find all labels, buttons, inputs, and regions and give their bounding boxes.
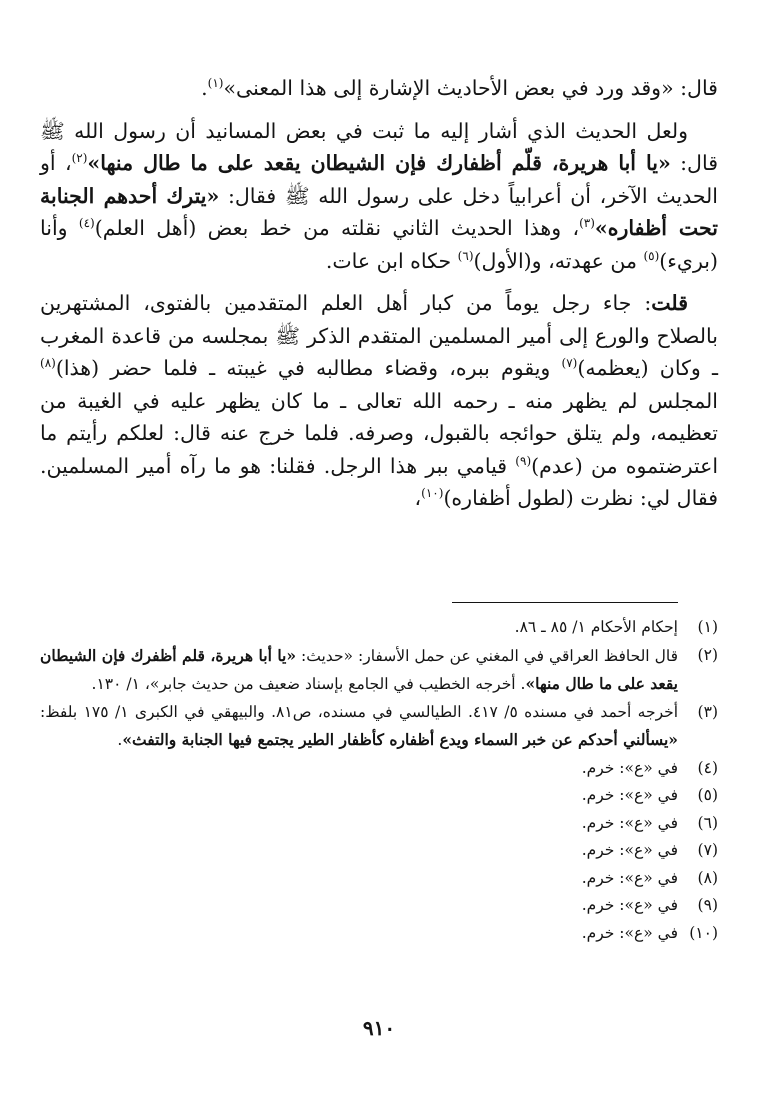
quote-text: قال: «وقد ورد في بعض الأحاديث الإشارة إلى هذا المعنى» [223,76,718,100]
footnote-ref-2: (٢) [71,151,88,166]
footnote-divider [452,602,678,603]
footnote-2: (٢) قال الحافظ العراقي في المغني عن حمل الأسفار: «حديث: «يا أبا هريرة، قلم أظفرك فإن الشيطان يقعد على ما طال منها». أخرجه الخطيب في الجامع بإسناد ضعيف من حديث جابر»، ١/ ١٣٠. [40,642,718,699]
footnote-1: (١) إحكام الأحكام ١/ ٨٥ ـ ٨٦. [40,614,718,642]
footnote-ref-8: (٨) [40,356,56,371]
footnote-3: (٣) أخرجه أحمد في مسنده ٥/ ٤١٧. الطيالسي في مسنده، ص٨١. والبيهقي في الكبرى ١/ ١٧٥ بلفظ: «يسألني أحدكم عن خبر السماء ويدع أظفاره كأظفار الطير يجتمع فيها الجنابة والتفث». [40,699,718,755]
footnote-ref-10: (١٠) [421,486,444,501]
footnote-number: (١) [697,618,718,636]
footnote-ref-3: (٣) [579,216,595,231]
page-number: ٩١٠ [362,1016,396,1040]
footnote-number: (٧) [697,841,718,859]
footnote-7: (٧) في «ع»: خرم. [40,837,718,865]
footnote-number: (١٠) [689,923,718,942]
hadith-2: «يترك أحدهم الجنابة تحت أظفاره» [40,183,718,240]
main-text [40,72,718,515]
footnote-number: (٦) [697,813,718,832]
footnote-ref-6: (٦) [457,248,474,263]
footnote-9: (٩) في «ع»: خرم. [40,892,718,920]
footnote-number: (٤) [697,758,718,777]
footnotes [40,614,718,947]
paragraph-3: قلت: جاء رجل يوماً من كبار أهل العلم المتقدمين بالفتوى، المشتهرين بالصلاح والورع إلى أمير المسلمين المتقدم الذكر ﷺ بمجلسه من قاعدة المغرب ـ وكان (يعظمه)$^{(٧)}$ ويقوم ببره، وقضاء مطالبه في غيبته ـ فلما حضر (هذا)$^{(٨)}$ المجلس لم يظهر منه ـ رحمه الله تعالى ـ ما كان يظهر عليه في الغيبة من تعظيمه، ولم يتلق حوائجه بالقبول، وصرفه. فلما خرج عنه قال: لعلكم رأيتم ما اعترضتموه من (عدم)$^{(٩)}$ قيامي ببر هذا الرجل. فقلنا: هو ما رآه أمير المسلمين. فقال لي: نظرت (لطول أظفاره)$^{(١٠)}$، [40,291,719,510]
footnote-number: (٥) [697,786,718,804]
footnote-4: (٤) في «ع»: خرم. [40,755,718,783]
footnote-ref-4: (٤) [78,216,95,231]
footnote-ref-9: (٩) [515,453,532,468]
paragraph-1: قال: «وقد ورد في بعض الأحاديث الإشارة إلى هذا المعنى»$^{(١)}$. [201,76,718,100]
hadith-1: «يا أبا هريرة، قلّم أظفارك فإن الشيطان يقعد على ما طال منها» [87,151,671,175]
footnote-ref-7: (٧) [561,356,578,371]
footnote-ref-5: (٥) [643,248,660,263]
footnote-10: (١٠) في «ع»: خرم. [40,920,718,948]
footnote-6: (٦) في «ع»: خرم. [40,810,718,838]
footnote-8: (٨) في «ع»: خرم. [40,865,718,893]
footnote-5: (٥) في «ع»: خرم. [40,782,718,810]
footnote-number: (٩) [697,896,718,914]
footnote-ref-1: (١) [207,76,224,91]
paragraph-2: ولعل الحديث الذي أشار إليه ما ثبت في بعض المسانيد أن رسول الله ﷺ قال: «يا أبا هريرة، قلّم أظفارك فإن الشيطان يقعد على ما طال منها»$^{(٢)}$، أو الحديث الآخر، أن أعرابياً دخل على رسول الله ﷺ فقال: «يترك أحدهم الجنابة تحت أظفاره»$^{(٣)}$، وهذا الحديث الثاني نقلته من خط بعض (أهل العلم)$^{(٤)}$ وأنا (بريء)$^{(٥)}$ من عهدته، و(الأول)$^{(٦)}$ حكاه ابن عات. [40,118,719,273]
footnote-number: (٣) [697,702,718,721]
footnote-number: (٢) [697,645,718,664]
qultu-marker: قلت [651,291,688,315]
footnote-number: (٨) [697,868,718,887]
